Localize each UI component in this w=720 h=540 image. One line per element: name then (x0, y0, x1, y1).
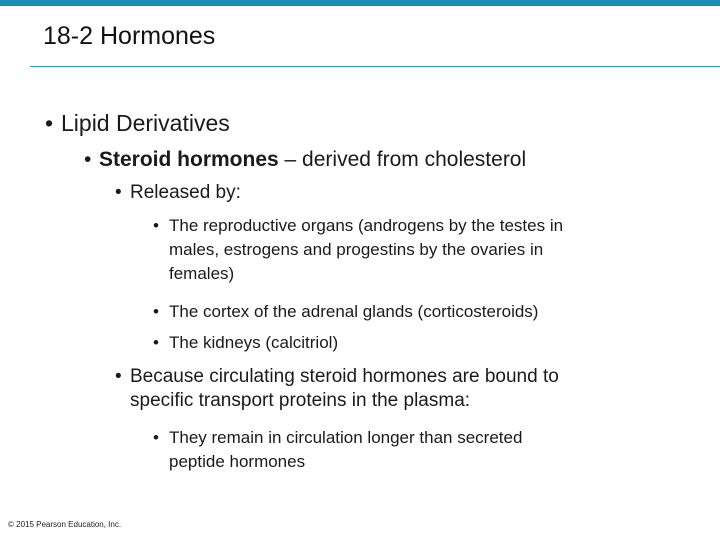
bullet-text: Lipid Derivatives (61, 110, 230, 136)
bullet-remain-longer (153, 426, 522, 474)
bullet-released-by (115, 181, 241, 205)
bullet-text-line-2: males, estrogens and progestins by the ovaries in (169, 240, 544, 259)
slide-title: 18-2 Hormones (43, 22, 216, 50)
bullet-marker: • (153, 333, 159, 352)
bullet-text-line-1: They remain in circulation longer than secreted (169, 428, 523, 447)
bullet-marker: • (153, 216, 159, 235)
steroid-hormones-definition: – derived from cholesterol (278, 148, 527, 171)
bullet-reproductive-organs (153, 214, 563, 286)
bullet-text: The kidneys (calcitriol) (169, 333, 339, 352)
bullet-marker: • (84, 148, 92, 171)
bullet-marker: • (115, 366, 122, 387)
bullet-adrenal-cortex (153, 300, 538, 324)
top-accent-bar (0, 0, 720, 6)
bullet-text: The cortex of the adrenal glands (corticosteroids) (169, 302, 539, 321)
bullet-text-line-1: The reproductive organs (androgens by the testes in (169, 216, 564, 235)
bullet-marker: • (45, 110, 54, 136)
steroid-hormones-term: Steroid hormones (99, 148, 279, 171)
bullet-marker: • (115, 182, 122, 203)
bullet-lipid-derivatives (45, 109, 230, 137)
bullet-text-line-2: peptide hormones (169, 452, 306, 471)
bullet-text: Released by: (130, 182, 241, 203)
bullet-marker: • (153, 302, 159, 321)
title-divider (30, 66, 720, 67)
bullet-text-line-2: specific transport proteins in the plasma: (130, 390, 471, 411)
bullet-text-line-3: females) (169, 264, 235, 283)
bullet-kidneys (153, 331, 338, 355)
bullet-circulating-steroids (115, 365, 559, 413)
bullet-steroid-hormones (84, 147, 526, 173)
bullet-marker: • (153, 428, 159, 447)
bullet-text-line-1: Because circulating steroid hormones are bound to (130, 366, 559, 387)
copyright-notice: © 2015 Pearson Education, Inc. (8, 520, 122, 529)
